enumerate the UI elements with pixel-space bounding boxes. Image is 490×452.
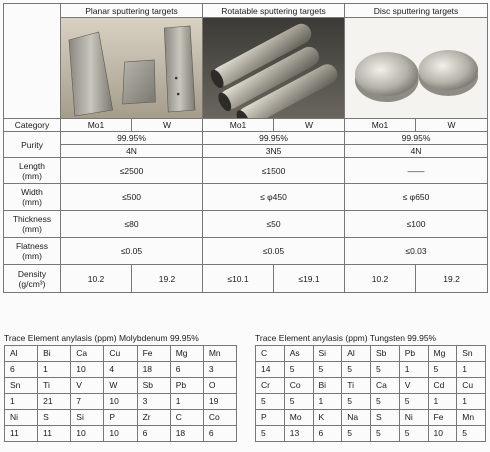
thickness-value: ≤100 [345, 211, 488, 238]
element-ppm-cell: 4 [104, 362, 137, 378]
table-row [5, 346, 237, 362]
element-ppm-cell: 5 [428, 362, 457, 378]
density-cell: 19.2 [132, 265, 203, 293]
element-symbol-cell: O [203, 378, 236, 394]
element-ppm-cell: 6 [313, 426, 342, 442]
length-value: —— [345, 158, 488, 184]
category-cell: W [274, 119, 345, 132]
element-ppm-cell: 5 [342, 394, 371, 410]
element-symbol-cell: Ca [371, 378, 400, 394]
table-row [256, 378, 486, 394]
element-symbol-cell: Sn [5, 378, 38, 394]
thickness-value: ≤50 [203, 211, 345, 238]
element-ppm-cell: 5 [256, 426, 285, 442]
category-cell: W [132, 119, 203, 132]
element-ppm-cell: 10 [104, 394, 137, 410]
trace-molybdenum-section [4, 331, 237, 442]
trace-tungsten-section [255, 331, 486, 442]
element-symbol-cell: Sn [457, 346, 486, 362]
element-symbol-cell: W [104, 378, 137, 394]
row-label-purity: Purity [4, 132, 61, 158]
flatness-unit: (mm) [22, 251, 42, 261]
length-value: ≤1500 [203, 158, 345, 184]
element-ppm-cell: 19 [203, 394, 236, 410]
category-cell: Mo1 [61, 119, 132, 132]
element-ppm-cell: 5 [256, 394, 285, 410]
flatness-value: ≤0.05 [61, 238, 203, 265]
element-ppm-cell: 5 [457, 426, 486, 442]
purity-grade: 3N5 [203, 145, 345, 158]
element-symbol-cell: C [256, 346, 285, 362]
element-ppm-cell: 1 [313, 394, 342, 410]
element-ppm-cell: 14 [256, 362, 285, 378]
element-symbol-cell: Al [5, 346, 38, 362]
rotatable-tubes-image [203, 18, 344, 118]
spec-table [3, 3, 488, 293]
table-row [256, 346, 486, 362]
element-ppm-cell: 7 [71, 394, 104, 410]
category-cell: Mo1 [203, 119, 274, 132]
thickness-label: Thickness [12, 214, 52, 224]
width-unit: (mm) [22, 197, 42, 207]
table-row [5, 362, 237, 378]
density-label: Density [17, 268, 47, 279]
col-header-planar: Planar sputtering targets [61, 4, 203, 18]
element-ppm-cell: 3 [137, 394, 170, 410]
disc-targets-image [345, 18, 487, 118]
element-symbol-cell: Ni [399, 410, 428, 426]
element-ppm-cell: 5 [371, 362, 400, 378]
element-ppm-cell: 1 [457, 394, 486, 410]
element-ppm-cell: 1 [170, 394, 203, 410]
element-symbol-cell: Mg [428, 346, 457, 362]
element-ppm-cell: 18 [137, 362, 170, 378]
element-symbol-cell: Bi [38, 346, 71, 362]
element-ppm-cell: 11 [5, 426, 38, 442]
element-ppm-cell: 5 [371, 394, 400, 410]
flatness-value: ≤0.05 [203, 238, 345, 265]
density-cell: ≤10.1 [203, 265, 274, 293]
element-symbol-cell: Ca [71, 346, 104, 362]
category-cell: W [416, 119, 488, 132]
table-row [256, 394, 486, 410]
element-symbol-cell: Mn [457, 410, 486, 426]
element-symbol-cell: Co [203, 410, 236, 426]
density-cell: 10.2 [61, 265, 132, 293]
element-symbol-cell: Mo [284, 410, 313, 426]
purity-value: 99.95% [345, 132, 488, 145]
planar-plates-image [61, 18, 202, 118]
purity-value: 99.95% [203, 132, 345, 145]
table-row [256, 426, 486, 442]
element-ppm-cell: 11 [38, 426, 71, 442]
element-ppm-cell: 1 [5, 394, 38, 410]
element-ppm-cell: 10 [428, 426, 457, 442]
trace-tungsten-table [255, 345, 486, 442]
length-value: ≤2500 [61, 158, 203, 184]
element-symbol-cell: P [104, 410, 137, 426]
rotatable-target-photo [203, 18, 345, 119]
element-ppm-cell: 3 [203, 362, 236, 378]
element-symbol-cell: Mn [203, 346, 236, 362]
element-symbol-cell: Si [71, 410, 104, 426]
element-symbol-cell: Cr [256, 378, 285, 394]
element-symbol-cell: V [71, 378, 104, 394]
thickness-value: ≤80 [61, 211, 203, 238]
element-symbol-cell: Si [313, 346, 342, 362]
row-label-density [4, 265, 61, 293]
table-row [5, 394, 237, 410]
element-ppm-cell: 5 [371, 426, 400, 442]
element-symbol-cell: Fe [137, 346, 170, 362]
element-symbol-cell: Ni [5, 410, 38, 426]
element-ppm-cell: 1 [38, 362, 71, 378]
row-label-category: Category [4, 119, 61, 132]
trace-molybdenum-title: Trace Element anylasis (ppm) Molybdenum 99.95% [4, 333, 199, 343]
table-row [256, 410, 486, 426]
element-symbol-cell: Ti [38, 378, 71, 394]
row-label-length [4, 158, 61, 184]
thickness-unit: (mm) [22, 224, 42, 234]
flatness-value: ≤0.03 [345, 238, 488, 265]
table-row [5, 410, 237, 426]
element-ppm-cell: 5 [313, 362, 342, 378]
element-ppm-cell: 5 [399, 426, 428, 442]
table-row [5, 426, 237, 442]
purity-grade: 4N [345, 145, 488, 158]
element-ppm-cell: 5 [284, 362, 313, 378]
element-symbol-cell: Pb [170, 378, 203, 394]
row-label-width [4, 184, 61, 211]
element-ppm-cell: 5 [284, 394, 313, 410]
density-cell: ≤19.1 [274, 265, 345, 293]
element-symbol-cell: Pb [399, 346, 428, 362]
element-ppm-cell: 10 [104, 426, 137, 442]
element-symbol-cell: Sb [371, 346, 400, 362]
density-cell: 10.2 [345, 265, 416, 293]
element-ppm-cell: 5 [342, 426, 371, 442]
flatness-label: Flatness [15, 241, 49, 251]
density-unit: (g/cm³) [18, 278, 46, 289]
element-ppm-cell: 1 [428, 394, 457, 410]
width-value: ≤ φ650 [345, 184, 488, 211]
planar-target-photo [61, 18, 203, 119]
purity-grade: 4N [61, 145, 203, 158]
row-label-flatness [4, 238, 61, 265]
element-ppm-cell: 5 [399, 394, 428, 410]
length-label: Length [19, 160, 45, 171]
disc-target-photo [345, 18, 488, 119]
element-symbol-cell: Sb [137, 378, 170, 394]
element-symbol-cell: S [38, 410, 71, 426]
corner-cell [4, 4, 61, 119]
trace-molybdenum-table [4, 345, 237, 442]
element-symbol-cell: Cd [428, 378, 457, 394]
purity-value: 99.95% [61, 132, 203, 145]
element-symbol-cell: V [399, 378, 428, 394]
element-symbol-cell: Mg [170, 346, 203, 362]
element-symbol-cell: Co [284, 378, 313, 394]
element-symbol-cell: Zr [137, 410, 170, 426]
element-ppm-cell: 1 [399, 362, 428, 378]
element-symbol-cell: Cu [104, 346, 137, 362]
element-ppm-cell: 10 [71, 426, 104, 442]
element-symbol-cell: Cu [457, 378, 486, 394]
element-ppm-cell: 13 [284, 426, 313, 442]
element-ppm-cell: 21 [38, 394, 71, 410]
width-value: ≤ φ450 [203, 184, 345, 211]
element-symbol-cell: Bi [313, 378, 342, 394]
element-symbol-cell: Al [342, 346, 371, 362]
table-row [5, 378, 237, 394]
element-ppm-cell: 1 [457, 362, 486, 378]
width-value: ≤500 [61, 184, 203, 211]
category-cell: Mo1 [345, 119, 416, 132]
element-ppm-cell: 6 [203, 426, 236, 442]
trace-tungsten-title: Trace Element anylasis (ppm) Tungsten 99.95% [255, 333, 437, 343]
density-cell: 19.2 [416, 265, 488, 293]
element-symbol-cell: P [256, 410, 285, 426]
col-header-rotatable: Rotatable sputtering targets [203, 4, 345, 18]
element-symbol-cell: As [284, 346, 313, 362]
element-ppm-cell: 6 [170, 362, 203, 378]
width-label: Width [21, 187, 43, 197]
element-ppm-cell: 6 [137, 426, 170, 442]
element-symbol-cell: Ti [342, 378, 371, 394]
length-unit: (mm) [22, 170, 42, 181]
element-ppm-cell: 5 [342, 362, 371, 378]
element-symbol-cell: Fe [428, 410, 457, 426]
table-row [256, 362, 486, 378]
element-ppm-cell: 6 [5, 362, 38, 378]
element-symbol-cell: K [313, 410, 342, 426]
element-symbol-cell: C [170, 410, 203, 426]
element-ppm-cell: 10 [71, 362, 104, 378]
element-symbol-cell: Na [342, 410, 371, 426]
element-symbol-cell: S [371, 410, 400, 426]
col-header-disc: Disc sputtering targets [345, 4, 488, 18]
element-ppm-cell: 18 [170, 426, 203, 442]
row-label-thickness [4, 211, 61, 238]
